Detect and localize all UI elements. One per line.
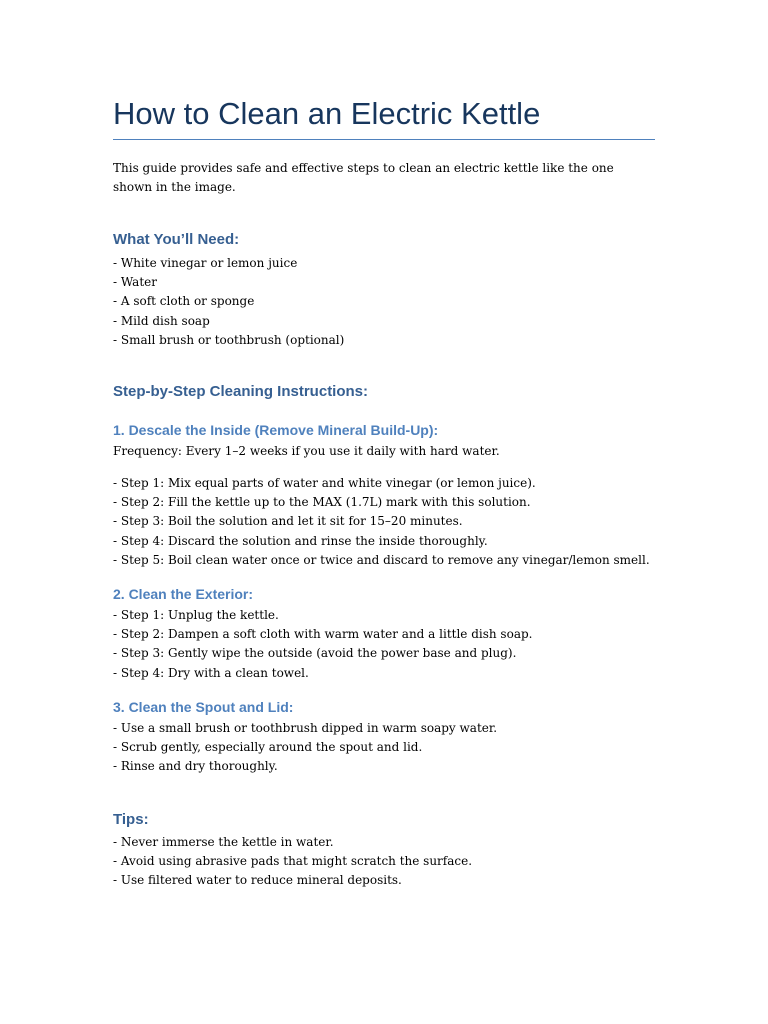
- list-item: - A soft cloth or sponge: [113, 294, 255, 309]
- list-item: - Use a small brush or toothbrush dipped in warm soapy water.: [113, 721, 498, 735]
- list-item: - Mild dish soap: [113, 313, 210, 328]
- list-item: - White vinegar or lemon juice: [113, 256, 298, 270]
- instructions-heading: Step-by-Step Cleaning Instructions:: [113, 383, 369, 400]
- spout-steps-list: [113, 719, 497, 777]
- tips-list: [113, 833, 472, 891]
- tips-heading: Tips:: [113, 811, 149, 828]
- list-item: - Small brush or toothbrush (optional): [113, 332, 345, 347]
- list-item: - Avoid using abrasive pads that might scratch the surface.: [113, 854, 473, 869]
- list-item: - Step 4: Dry with a clean towel.: [113, 665, 309, 680]
- exterior-steps-list: [113, 606, 532, 683]
- descale-steps-list: [113, 474, 650, 570]
- list-item: - Rinse and dry thoroughly.: [113, 759, 278, 774]
- list-item: - Step 4: Discard the solution and rinse the inside thoroughly.: [113, 533, 488, 548]
- document-title: How to Clean an Electric Kettle: [113, 96, 541, 131]
- list-item: - Water: [113, 275, 157, 290]
- title-underline-rule: [113, 139, 655, 140]
- list-item: - Scrub gently, especially around the spout and lid.: [113, 740, 423, 755]
- list-item: - Step 1: Mix equal parts of water and white vinegar (or lemon juice).: [113, 476, 536, 490]
- list-item: - Step 2: Fill the kettle up to the MAX (1.7L) mark with this solution.: [113, 495, 531, 510]
- descale-frequency: Frequency: Every 1–2 weeks if you use it daily with hard water.: [113, 444, 500, 458]
- list-item: - Step 1: Unplug the kettle.: [113, 608, 279, 622]
- exterior-heading: 2. Clean the Exterior:: [113, 586, 254, 602]
- list-item: - Never immerse the kettle in water.: [113, 835, 334, 849]
- list-item: - Step 3: Gently wipe the outside (avoid the power base and plug).: [113, 646, 517, 661]
- intro-paragraph: This guide provides safe and effective steps to clean an electric kettle like the one shown in the image.: [113, 161, 614, 194]
- list-item: - Step 2: Dampen a soft cloth with warm water and a little dish soap.: [113, 627, 533, 642]
- list-item: - Step 3: Boil the solution and let it sit for 15–20 minutes.: [113, 514, 463, 529]
- list-item: - Use filtered water to reduce mineral deposits.: [113, 873, 402, 888]
- needs-heading: What You’ll Need:: [113, 231, 240, 248]
- needs-list: [113, 254, 344, 350]
- list-item: - Step 5: Boil clean water once or twice and discard to remove any vinegar/lemon smell.: [113, 552, 650, 567]
- spout-heading: 3. Clean the Spout and Lid:: [113, 699, 294, 715]
- descale-heading: 1. Descale the Inside (Remove Mineral Build-Up):: [113, 422, 439, 438]
